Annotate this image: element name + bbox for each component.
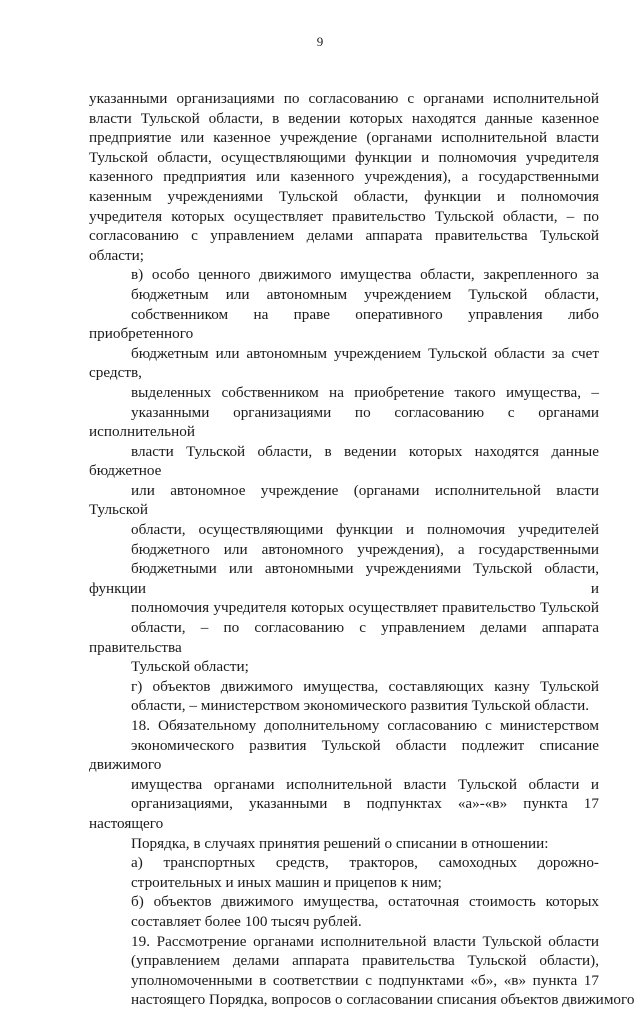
paragraph-p7: [89, 932, 635, 1010]
paragraph-p2: [89, 265, 599, 676]
text-line: полномочия учредителя которых осуществляет правительство Тульской: [131, 599, 599, 617]
paragraph-p1: [89, 89, 599, 265]
text-line: согласованию с управлением делами аппарата правительства Тульской: [89, 227, 599, 245]
text-line: организациями, указанными в подпунктах «а»-«в» пункта 17 настоящего: [89, 795, 599, 832]
paragraph-p5: [89, 853, 599, 892]
text-line: или автономное учреждение (органами исполнительной власти Тульской: [89, 481, 599, 519]
text-line: власти Тульской области, в ведении которых находятся данные казенное: [89, 109, 599, 127]
text-line: бюджетным или автономным учреждением Тульской области за счет средств,: [89, 344, 599, 382]
page-number: 9: [316, 34, 324, 49]
text-line: Тульской области;: [131, 658, 249, 676]
text-line: г) объектов движимого имущества, составляющих казну Тульской: [131, 677, 599, 695]
text-line: бюджетным или автономным учреждением Тульской области,: [131, 285, 599, 303]
text-line: указанными организациями по согласованию с органами исполнительной: [89, 403, 599, 441]
text-line: в) особо ценного движимого имущества области, закрепленного за: [131, 266, 599, 284]
paragraph-p3: [89, 677, 599, 716]
paragraph-p4: [89, 716, 599, 853]
text-line: предприятие или казенное учреждение (органами исполнительной власти: [89, 129, 599, 147]
text-line: имущества органами исполнительной власти Тульской области и: [131, 775, 599, 793]
text-line: б) объектов движимого имущества, остаточная стоимость которых: [131, 893, 599, 911]
text-line: собственником на праве оперативного управления либо приобретенного: [89, 305, 599, 343]
text-line: (управлением делами аппарата правительства Тульской области),: [131, 952, 599, 970]
text-line: власти Тульской области, в ведении которых находятся данные бюджетное: [89, 442, 599, 480]
text-line: Тульской области, осуществляющими функции и полномочия учредителя: [89, 148, 599, 166]
text-line: области, – министерством экономического развития Тульской области.: [131, 697, 590, 715]
text-line: экономического развития Тульской области подлежит списание движимого: [89, 736, 599, 774]
text-line: казенного предприятия или казенного учреждения), а государственными: [89, 168, 599, 186]
text-line: бюджетными или автономными учреждениями Тульской области, функции и: [89, 560, 599, 597]
text-line: области;: [89, 246, 144, 264]
paragraph-p6: [89, 892, 599, 931]
text-line: области, – по согласованию с управлением делами аппарата правительства: [89, 619, 599, 656]
text-line: учредителя которых осуществляет правительство Тульской области, – по: [89, 207, 599, 225]
text-line: казенным учреждениями Тульской области, функции и полномочия: [89, 187, 599, 205]
text-line: уполномоченными в соответствии с подпунктами «б», «в» пункта 17: [131, 971, 599, 989]
text-line: 18. Обязательному дополнительному согласованию с министерством: [131, 717, 599, 734]
text-line: составляет более 100 тысяч рублей.: [131, 912, 362, 930]
document-body: [89, 89, 635, 1010]
text-line: строительных и иных машин и прицепов к ним;: [131, 873, 442, 891]
text-line: настоящего Порядка, вопросов о согласовании списания объектов движимого: [131, 991, 635, 1009]
text-line: 19. Рассмотрение органами исполнительной власти Тульской области: [131, 932, 599, 950]
text-line: выделенных собственником на приобретение такого имущества, –: [131, 383, 599, 401]
text-line: указанными организациями по согласованию с органами исполнительной: [89, 90, 599, 107]
text-line: Порядка, в случаях принятия решений о списании в отношении:: [131, 834, 549, 852]
text-line: а) транспортных средств, тракторов, самоходных дорожно-: [131, 854, 599, 872]
text-line: области, осуществляющими функции и полномочия учредителей: [131, 521, 599, 539]
text-line: бюджетного или автономного учреждения), а государственными: [131, 540, 599, 558]
